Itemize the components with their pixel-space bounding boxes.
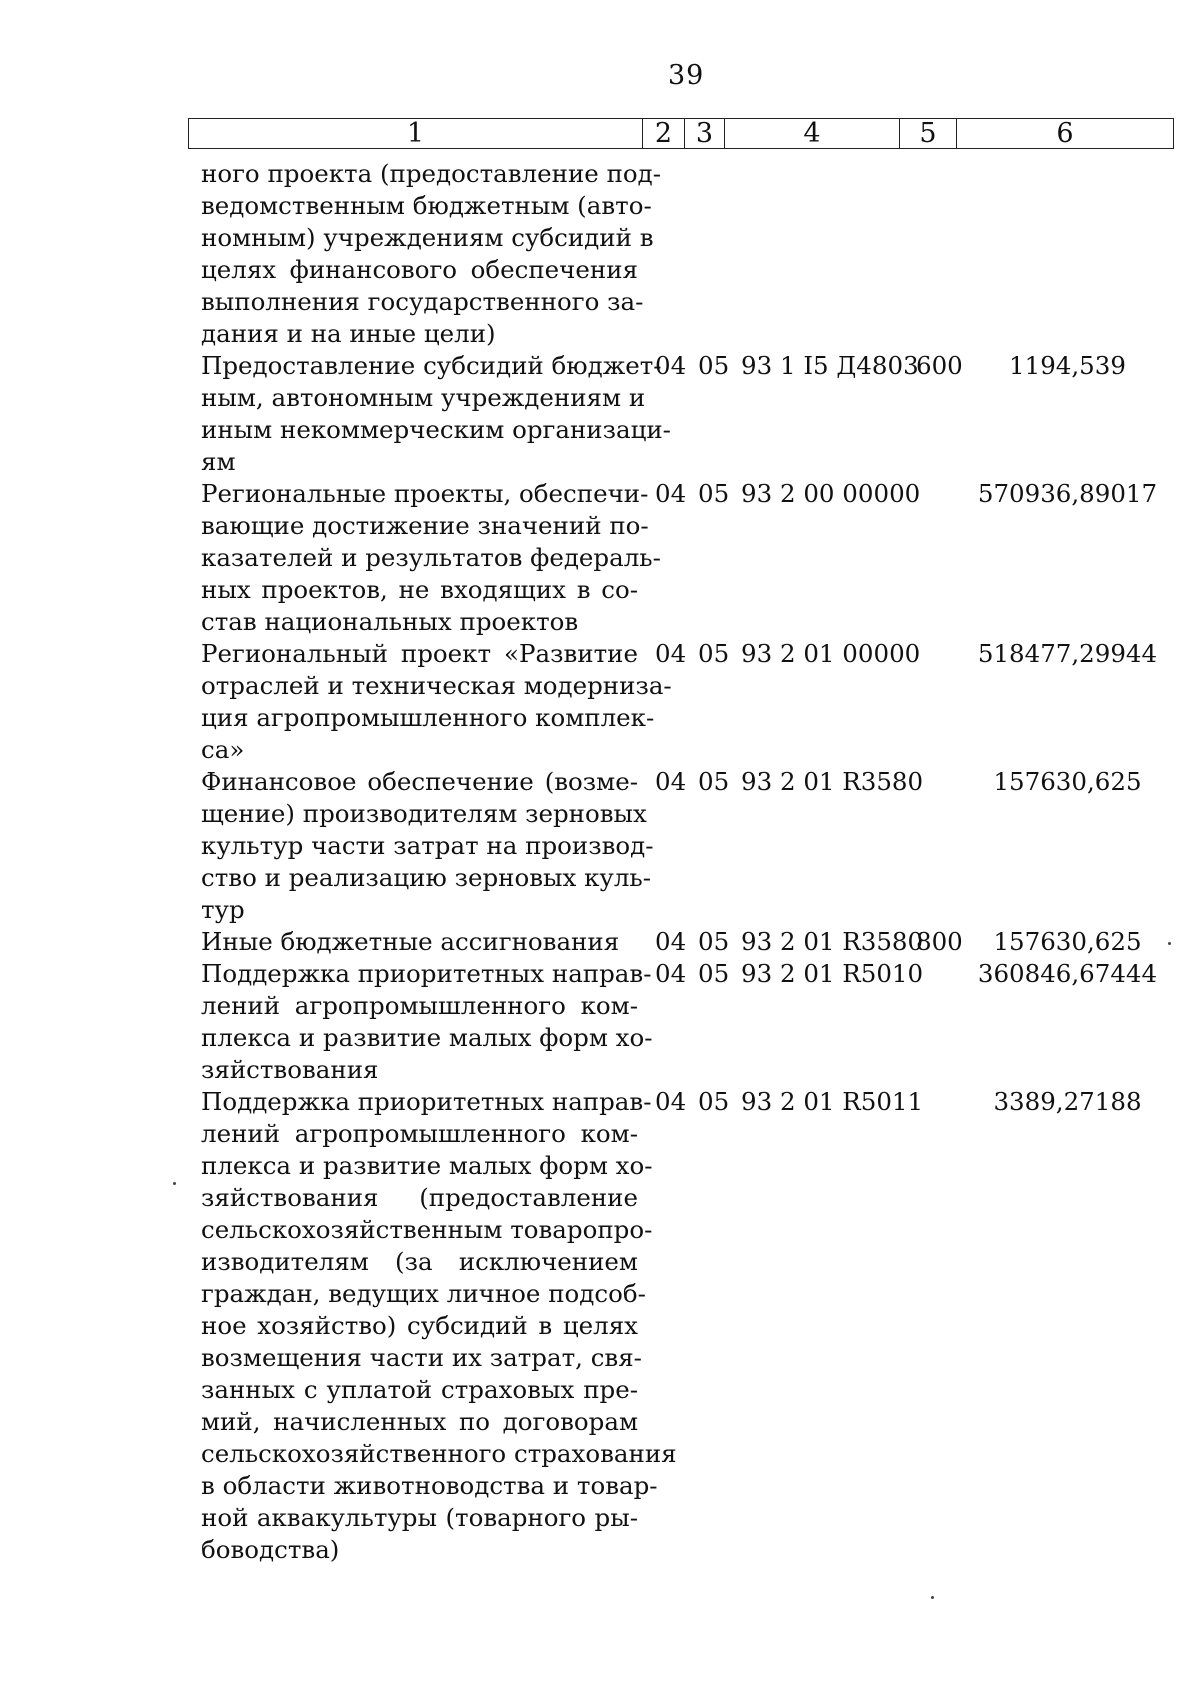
section-code: 04 [655, 927, 687, 956]
amount-value: 157630,625 [993, 767, 1142, 796]
description-line: возмещения части их затрат, свя- [201, 1343, 642, 1372]
row-description [201, 766, 654, 926]
table-row [0, 926, 1200, 958]
expense-type-code: 600 [916, 351, 963, 380]
table-row [0, 958, 1200, 1086]
description-line: Региональный проект «Развитие [201, 639, 638, 668]
amount-value: 518477,29944 [977, 639, 1158, 668]
description-line: Предоставление субсидий бюджет- [201, 351, 662, 380]
section-code: 04 [655, 639, 687, 668]
target-article-code: 93 2 01 R3580 [741, 767, 924, 796]
description-line: номным) учреждениям субсидий в [201, 223, 654, 252]
description-line: лений агропромышленного ком- [201, 1119, 638, 1148]
description-line: ям [201, 447, 236, 476]
description-line: граждан, ведущих личное подсоб- [201, 1279, 646, 1308]
section-code: 04 [655, 767, 687, 796]
description-line: Поддержка приоритетных направ- [201, 1087, 652, 1116]
header-col-2: 2 [643, 119, 685, 149]
table-row [0, 766, 1200, 926]
page-number: 39 [668, 60, 705, 91]
table-body [0, 158, 1200, 1566]
amount-value: 157630,625 [993, 927, 1142, 956]
description-line: став национальных проектов [201, 607, 579, 636]
description-line: в области животноводства и товар- [201, 1471, 658, 1500]
description-line: целях финансового обеспечения [201, 255, 638, 284]
description-line: плекса и развитие малых форм хо- [201, 1023, 653, 1052]
description-line: ция агропромышленного комплек- [201, 703, 655, 732]
description-line: ного проекта (предоставление под- [201, 159, 662, 188]
target-article-code: 93 2 00 00000 [741, 479, 921, 508]
target-article-code: 93 2 01 00000 [741, 639, 921, 668]
row-description [201, 478, 661, 638]
description-line: ных проектов, не входящих в со- [201, 575, 638, 604]
description-line: изводителям (за исключением [201, 1247, 638, 1276]
header-col-1: 1 [189, 119, 643, 149]
description-line: культур части затрат на производ- [201, 831, 654, 860]
description-line: са» [201, 735, 245, 764]
description-line: ное хозяйство) субсидий в целях [201, 1311, 638, 1340]
target-article-code: 93 2 01 R5011 [741, 1087, 924, 1116]
description-line: Поддержка приоритетных направ- [201, 959, 652, 988]
description-line: ведомственным бюджетным (авто- [201, 191, 652, 220]
description-line: вающие достижение значений по- [201, 511, 649, 540]
subsection-code: 05 [698, 959, 730, 988]
description-line: тур [201, 895, 245, 924]
description-line: щение) производителям зерновых [201, 799, 647, 828]
table-header [188, 118, 1174, 149]
section-code: 04 [655, 351, 687, 380]
description-line: сельскохозяйственного страхования [201, 1439, 677, 1468]
description-line: сельскохозяйственным товаропро- [201, 1215, 653, 1244]
section-code: 04 [655, 1087, 687, 1116]
table-row [0, 638, 1200, 766]
description-line: ным, автономным учреждениям и [201, 383, 646, 412]
subsection-code: 05 [698, 639, 730, 668]
description-line: плекса и развитие малых форм хо- [201, 1151, 653, 1180]
description-line: Финансовое обеспечение (возме- [201, 767, 638, 796]
description-line: выполнения государственного за- [201, 287, 644, 316]
description-line: зяйствования [201, 1055, 379, 1084]
description-line: ной аквакультуры (товарного ры- [201, 1503, 638, 1532]
subsection-code: 05 [698, 927, 730, 956]
amount-value: 360846,67444 [977, 959, 1158, 988]
table-row [0, 350, 1200, 478]
description-line: мий, начисленных по договорам [201, 1407, 638, 1436]
subsection-code: 05 [698, 767, 730, 796]
header-col-3: 3 [685, 119, 725, 149]
description-line: лений агропромышленного ком- [201, 991, 638, 1020]
description-line: ство и реализацию зерновых куль- [201, 863, 652, 892]
header-col-5: 5 [900, 119, 957, 149]
description-line: зяйствования (предоставление [201, 1183, 638, 1212]
table-row [0, 1086, 1200, 1566]
section-code: 04 [655, 959, 687, 988]
section-code: 04 [655, 479, 687, 508]
description-line: боводства) [201, 1535, 340, 1564]
description-line: отраслей и техническая модерниза- [201, 671, 672, 700]
row-description [201, 158, 662, 350]
description-line: занных с уплатой страховых пре- [201, 1375, 638, 1404]
expense-type-code: 800 [916, 927, 963, 956]
amount-value: 1194,539 [1009, 351, 1126, 380]
row-description [201, 958, 653, 1086]
description-line: казателей и результатов федераль- [201, 543, 661, 572]
description-line: Региональные проекты, обеспечи- [201, 479, 649, 508]
subsection-code: 05 [698, 351, 730, 380]
header-col-6: 6 [957, 119, 1174, 149]
target-article-code: 93 2 01 R5010 [741, 959, 924, 988]
target-article-code: 93 1 I5 Д4803 [741, 351, 919, 380]
table-row [0, 478, 1200, 638]
subsection-code: 05 [698, 479, 730, 508]
subsection-code: 05 [698, 1087, 730, 1116]
description-line: иным некоммерческим организаци- [201, 415, 671, 444]
amount-value: 3389,27188 [993, 1087, 1142, 1116]
table-row [0, 158, 1200, 350]
amount-value: 570936,89017 [977, 479, 1158, 508]
header-col-4: 4 [725, 119, 900, 149]
scan-speck [931, 1596, 934, 1599]
description-line: дания и на иные цели) [201, 319, 496, 348]
row-description [201, 926, 638, 958]
description-line: Иные бюджетные ассигнования [201, 927, 620, 956]
target-article-code: 93 2 01 R3580 [741, 927, 924, 956]
scan-speck [1168, 942, 1171, 945]
scan-speck [173, 1182, 176, 1185]
